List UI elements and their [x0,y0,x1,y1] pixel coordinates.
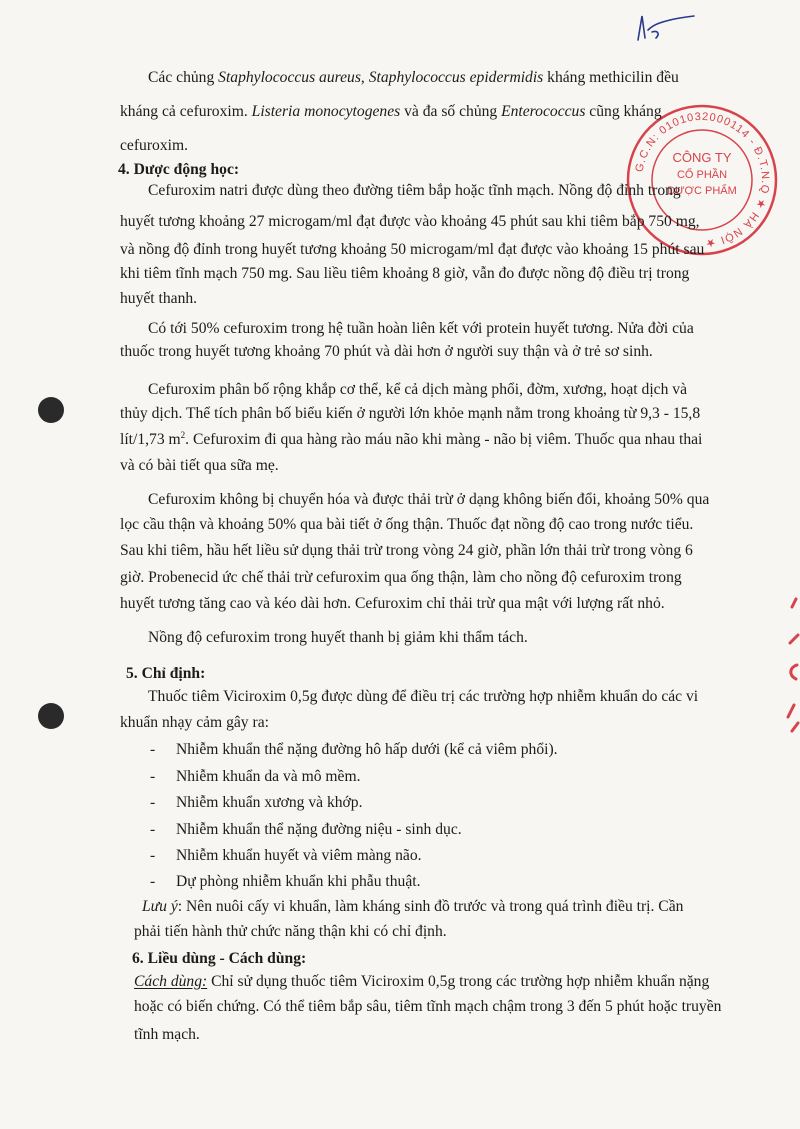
s4-p3-line: lít/1,73 $m^2$. Cefuroxim đi qua hàng rào máu não khi màng - não bị viêm. Thuốc qua nhau thai [120,430,703,449]
binder-hole-bottom [38,703,64,729]
s4-p5-line: Nồng độ cefuroxim trong huyết thanh bị giảm khi thẩm tách. [148,629,528,646]
indication-item: - Nhiễm khuẩn thể nặng đường niệu - sinh dục. [150,821,462,838]
s4-p1-line: Cefuroxim natri được dùng theo đường tiêm bắp hoặc tĩnh mạch. Nồng độ đỉnh trong [148,182,681,199]
s5-note-line: Lưu ý: Nên nuôi cấy vi khuẩn, làm kháng sinh đồ trước và trong quá trình điều trị. Cần [142,898,684,915]
s4-p2-line: Có tới 50% cefuroxim trong hệ tuần hoàn liên kết với protein huyết tương. Nửa đời của [148,320,694,337]
s4-p2-line: thuốc trong huyết tương khoảng 70 phút và dài hơn ở người suy thận và ở trẻ sơ sinh. [120,343,653,360]
s4-p3-line: thủy dịch. Thể tích phân bố biểu kiến ở người lớn khỏe mạnh nằm trong khoảng từ 9,3 - 15,8 [120,405,701,422]
s4-p4-line: lọc cầu thận và khoảng 50% qua bài tiết ở ống thận. Thuốc đạt nồng độ cao trong nước tiểu. [120,516,694,533]
s4-p3-line: và có bài tiết qua sữa mẹ. [120,457,279,474]
section-6-heading: 6. Liều dùng - Cách dùng: [132,950,307,967]
edge-stamp-fragment [782,595,800,735]
s6-usage-line: hoặc có biến chứng. Có thể tiêm bắp sâu, tiêm tĩnh mạch chậm trong 3 đến 5 phút hoặc truyền [134,998,722,1015]
signature-mark [630,10,700,50]
indication-item: - Dự phòng nhiễm khuẩn khi phẫu thuật. [150,873,421,890]
company-stamp [622,100,782,260]
s5-note-line: phải tiến hành thử chức năng thận khi có chỉ định. [134,923,447,940]
svg-text:CỔ PHẦN: CỔ PHẦN [676,169,728,181]
s4-p4-line: Cefuroxim không bị chuyển hóa và được thải trừ ở dạng không biến đổi, khoảng 50% qua [148,491,710,508]
s4-p3-line: Cefuroxim phân bố rộng khắp cơ thể, kể cả dịch màng phổi, đờm, xương, hoạt dịch và [148,381,687,398]
s4-p4-line: Sau khi tiêm, hầu hết liều sử dụng thải trừ trong vòng 24 giờ, phần lớn thải trừ trong vòng 6 [120,542,693,559]
s4-p1-line: khi tiêm tĩnh mạch 750 mg. Sau liều tiêm khoảng 8 giờ, vẫn đo được nồng độ điều trị trong [120,265,690,282]
s4-p1-line: huyết thanh. [120,290,198,307]
section-4-heading: 4. Dược động học: [118,161,240,178]
intro-line-1: Các chủng Staphylococcus aureus, Staphylococcus epidermidis kháng methicilin đều [148,69,679,86]
indication-item: - Nhiễm khuẩn huyết và viêm màng não. [150,847,422,864]
section-5-heading: 5. Chỉ định: [126,665,206,682]
intro-line-2: kháng cả cefuroxim. Listeria monocytogenes và đa số chủng Enterococcus cũng kháng [120,103,662,120]
binder-hole-top [38,397,64,423]
intro-line-3: cefuroxim. [120,137,188,154]
s5-intro-line: khuẩn nhạy cảm gây ra: [120,714,269,731]
s6-usage-line: tĩnh mạch. [134,1026,200,1043]
s5-intro-line: Thuốc tiêm Viciroxim 0,5g được dùng để điều trị các trường hợp nhiễm khuẩn do các vi [148,688,699,705]
svg-text:G.C.N: 0101032000114 - Đ.T.N.Q: G.C.N: 0101032000114 - Đ.T.N.Q ★ HÀ NỘI ★ [633,110,772,250]
indication-item: - Nhiễm khuẩn xương và khớp. [150,794,363,811]
indication-item: - Nhiễm khuẩn thể nặng đường hô hấp dưới (kể cả viêm phổi). [150,741,558,758]
s4-p4-line: huyết tương tăng cao và kéo dài hơn. Cefuroxim chỉ thải trừ qua mật với lượng rất nhỏ. [120,595,665,612]
s6-usage-line: Cách dùng: Chỉ sử dụng thuốc tiêm Viciroxim 0,5g trong các trường hợp nhiễm khuẩn nặng [134,973,710,990]
s4-p1-line: và nồng độ đỉnh trong huyết tương khoảng 50 microgam/ml đạt được vào khoảng 15 phút sau [120,241,705,258]
s4-p4-line: giờ. Probenecid ức chế thải trừ cefuroxim qua ống thận, làm cho nồng độ cefuroxim trong [120,569,682,586]
svg-text:DƯỢC PHẨM: DƯỢC PHẨM [667,185,737,197]
s4-p1-line: huyết tương khoảng 27 microgam/ml đạt được vào khoảng 45 phút sau khi tiêm bắp 750 mg, [120,213,700,230]
svg-text:CÔNG TY: CÔNG TY [672,150,732,165]
indication-item: - Nhiễm khuẩn da và mô mềm. [150,768,361,785]
